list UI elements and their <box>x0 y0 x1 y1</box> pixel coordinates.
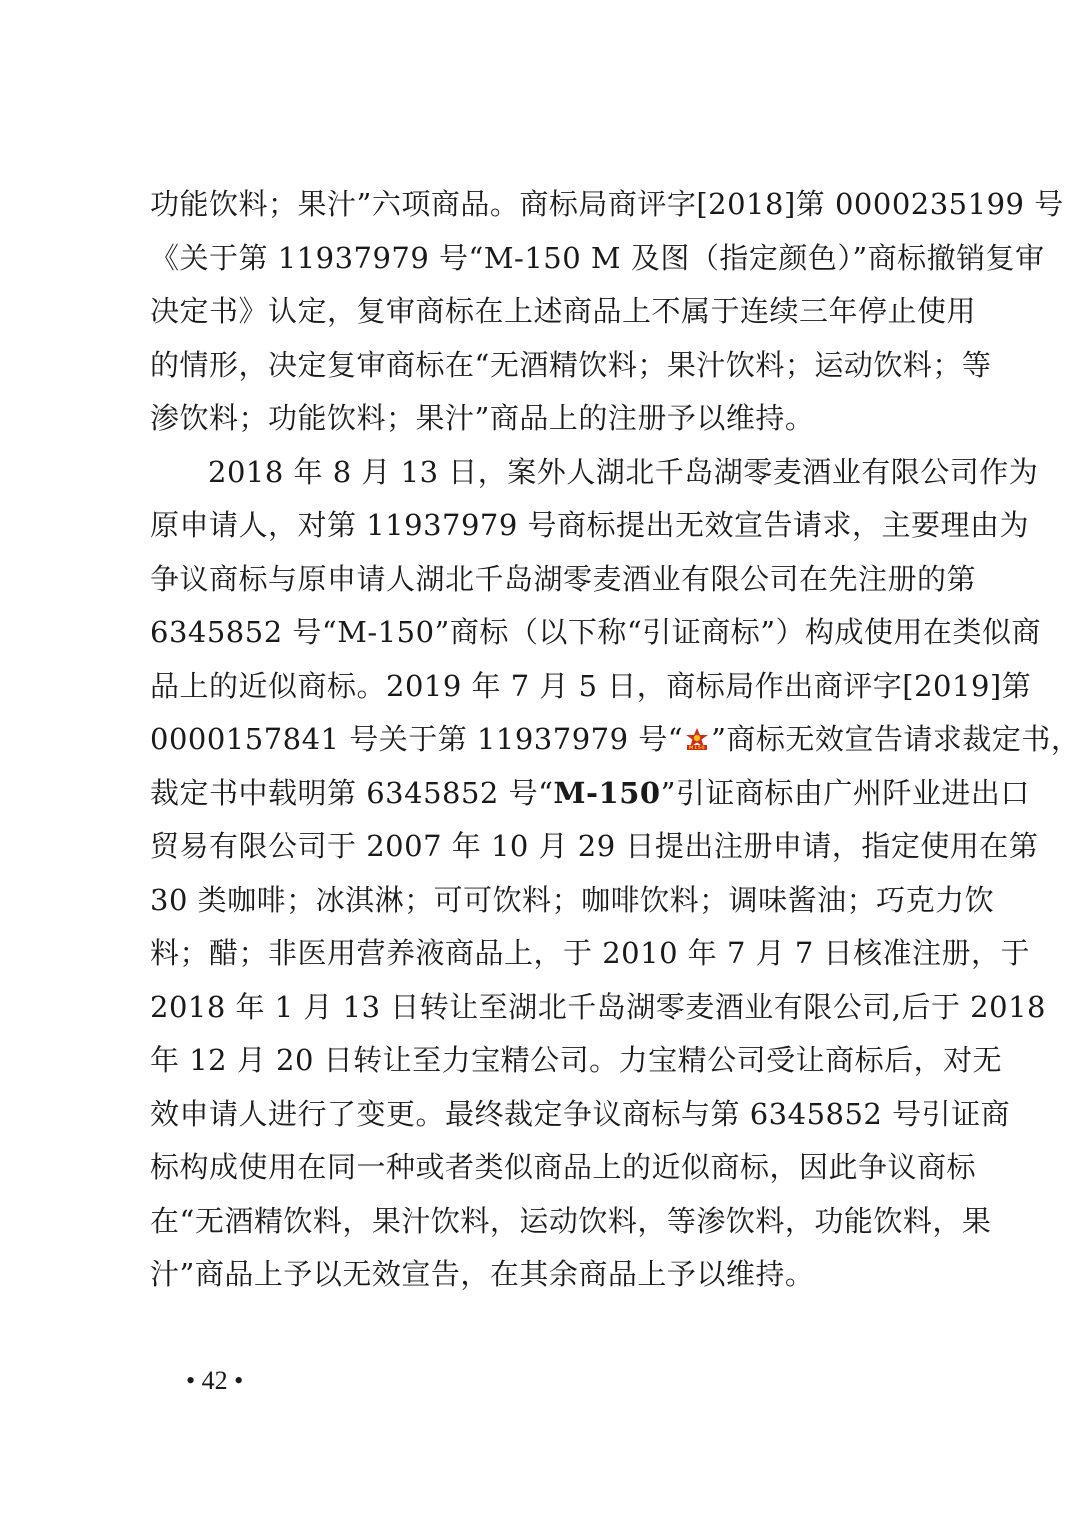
text-line-with-bold-mark <box>150 767 1030 821</box>
text-line: 料；醋；非医用营养液商品上，于 2010 年 7 月 7 日核准注册，于 <box>150 936 1031 970</box>
text-line: 决定书》认定，复审商标在上述商品上不属于连续三年停止使用 <box>150 294 977 328</box>
text-segment: ”商标无效宣告请求裁定书， <box>711 722 1080 756</box>
text-segment: ”引证商标由广州阡业进出口 <box>660 775 1030 810</box>
bold-trademark-text: M-150 <box>553 775 661 810</box>
text-segment: 0000157841 号关于第 11937979 号“ <box>150 722 684 756</box>
text-line: 争议商标与原申请人湖北千岛湖零麦酒业有限公司在先注册的第 <box>150 561 977 596</box>
text-line: 原申请人，对第 11937979 号商标提出无效宣告请求，主要理由为 <box>150 508 1030 542</box>
text-line: 年 12 月 20 日转让至力宝精公司。力宝精公司受让商标后，对无 <box>150 1043 1003 1077</box>
text-line: 标构成使用在同一种或者类似商品上的近似商标，因此争议商标 <box>150 1150 977 1184</box>
text-line: 30 类咖啡；冰淇淋；可可饮料；咖啡饮料；调味酱油；巧克力饮 <box>150 882 995 917</box>
text-line: 汁”商品上予以无效宣告，在其余商品上予以维持。 <box>150 1257 815 1291</box>
text-line: 2018 年 1 月 13 日转让至湖北千岛湖零麦酒业有限公司,后于 2018 <box>150 989 1046 1024</box>
text-line: 6345852 号“M-150”商标（以下称“引证商标”）构成使用在类似商 <box>150 615 1042 649</box>
text-line: 贸易有限公司于 2007 年 10 月 29 日提出注册申请，指定使用在第 <box>150 829 1039 863</box>
text-line: 在“无酒精饮料，果汁饮料，运动饮料，等渗饮料，功能饮料，果 <box>150 1203 992 1238</box>
text-line: 的情形，决定复审商标在“无酒精饮料；果汁饮料；运动饮料；等 <box>150 347 992 382</box>
logo-label: M150 <box>689 746 706 751</box>
text-segment: 裁定书中载明第 6345852 号“ <box>150 775 554 810</box>
text-line: 效申请人进行了变更。最终裁定争议商标与第 6345852 号引证商 <box>150 1096 1011 1131</box>
trademark-logo-icon <box>684 727 710 751</box>
paragraph-start-line: 2018 年 8 月 13 日，案外人湖北千岛湖零麦酒业有限公司作为 <box>208 454 1039 489</box>
page-number: • 42 • <box>186 1366 244 1395</box>
document-body <box>150 178 1080 1302</box>
text-line: 《关于第 11937979 号“M-150 M 及图（指定颜色）”商标撤销复审 <box>150 240 1045 275</box>
text-line: 渗饮料；功能饮料；果汁”商品上的注册予以维持。 <box>150 401 815 435</box>
text-line: 品上的近似商标。2019 年 7 月 5 日，商标局作出商评字[2019]第 <box>150 668 1032 703</box>
text-line-with-logo <box>150 713 1080 767</box>
text-line: 功能饮料；果汁”六项商品。商标局商评字[2018]第 0000235199 号 <box>150 187 1064 221</box>
